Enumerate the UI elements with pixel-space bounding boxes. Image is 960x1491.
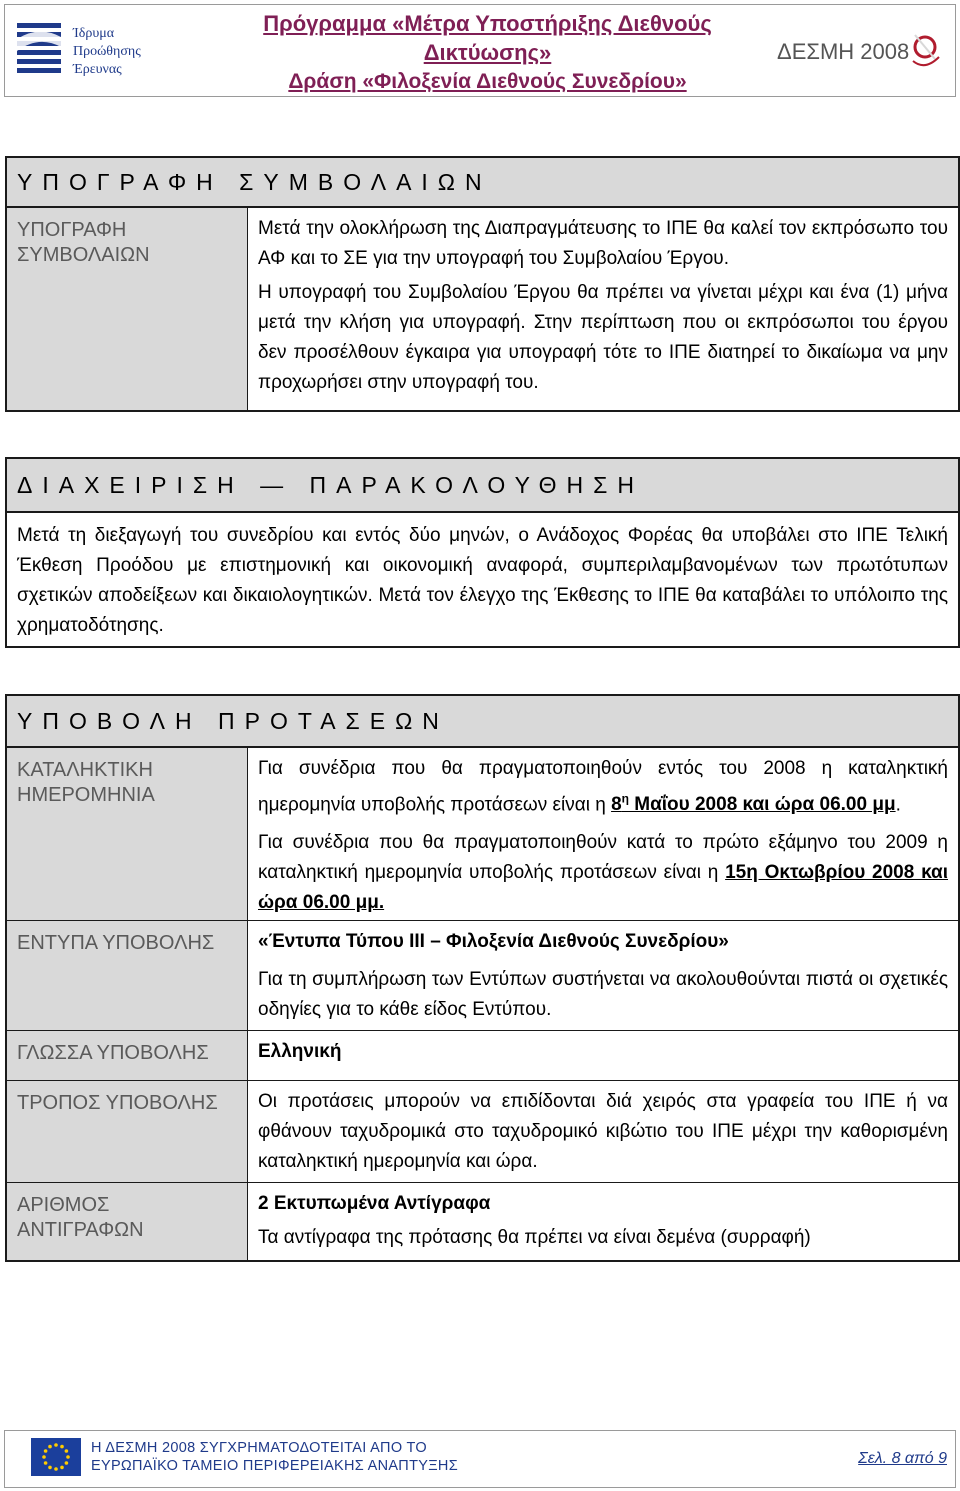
svg-text:Ίδρυμα: Ίδρυμα [73, 26, 115, 41]
submission-table [5, 694, 960, 1262]
action-title: Δράση «Φιλοξενία Διεθνούς Συνεδρίου» [288, 70, 687, 93]
copies-label: ΑΡΙΘΜΟΣ ΑΝΤΙΓΡΑΦΩΝ [7, 1183, 248, 1260]
signing-heading: ΥΠΟΓΡΑΦΗ ΣΥΜΒΟΛΑΙΩΝ [7, 158, 958, 208]
copies-row [7, 1182, 958, 1260]
method-content [248, 1081, 958, 1182]
footer-line-2: ΕΥΡΩΠΑΪΚΟ ΤΑΜΕΙΟ ΠΕΡΙΦΕΡΕΙΑΚΗΣ ΑΝΑΠΤΥΞΗΣ [91, 1458, 458, 1474]
language-value: Ελληνική [258, 1041, 342, 1062]
method-row [7, 1080, 958, 1182]
signing-paragraph-2: Η υπογραφή του Συμβολαίου Έργου θα πρέπει να γίνεται μέχρι και ένα (1) μήνα μετά την κλήση για υπογραφή. Στην περίπτωση που οι εκπρόσωποι του έργου δεν προσέλθουν έγκαιρα για υπογραφή τότε το ΙΠΕ διατηρεί το δικαίωμα να μην προχωρήσει στην υπογραφή του. [258, 282, 948, 393]
forms-body: Για τη συμπλήρωση των Εντύπων συστήνεται να ακολουθούνται πιστά οι σχετικές οδηγίες για το κάθε είδος Εντύπου. [258, 969, 948, 1020]
copies-body: Τα αντίγραφα της πρότασης θα πρέπει να είναι δεμένα (συρραφή) [258, 1227, 811, 1248]
forms-title: «Έντυπα Τύπου ΙΙΙ – Φιλοξενία Διεθνούς Συνεδρίου» [258, 931, 729, 952]
forms-content [248, 921, 958, 1030]
page-header [4, 4, 956, 97]
management-body: Μετά τη διεξαγωγή του συνεδρίου και εντός δύο μηνών, ο Ανάδοχος Φορέας θα υποβάλει στο ΙΠΕ Τελική Έκθεση Προόδου με επιστημονική και οικονομική αναφορά, συμπεριλαμβανομένων των πρωτότυπων σχετικών αποδείξεων και δικαιολογητικών. Μετά τον έλεγχο της Έκθεσης το ΙΠΕ θα καταβάλει το υπόλοιπο της χρηματοδότησης. [17, 525, 948, 636]
program-title: Πρόγραμμα «Μέτρα Υποστήριξης Διεθνούς Δικτύωσης» [263, 11, 712, 65]
desmi-2008-logo-icon [775, 27, 945, 79]
eu-flag-icon [31, 1438, 81, 1476]
header-titles [205, 9, 770, 97]
management-heading: ΔΙΑΧΕΙΡΙΣΗ — ΠΑΡΑΚΟΛΟΥΘΗΣΗ [7, 459, 958, 513]
deadline-date-2008: $8^\eta$ Μαΐου 2008 και ώρα 06.00 μμ [611, 792, 896, 816]
language-content [248, 1031, 958, 1080]
copies-content [248, 1183, 958, 1260]
footer-funding-text [91, 1439, 458, 1475]
page-number: Σελ. 8 από 9 [858, 1450, 947, 1467]
ipe-logo-icon [15, 17, 185, 87]
signing-paragraph-1: Μετά την ολοκλήρωση της Διαπραγμάτευσης το ΙΠΕ θα καλεί τον εκπρόσωπο του ΑΦ και το ΣΕ για την υπογραφή του Συμβολαίου Έργου. [258, 218, 948, 269]
signing-content [248, 208, 958, 410]
method-label: ΤΡΟΠΟΣ ΥΠΟΒΟΛΗΣ [7, 1081, 248, 1182]
deadline-paragraph-1: Για συνέδρια που θα πραγματοποιηθούν εντός του 2008 η καταληκτική ημερομηνία υποβολής προτάσεων είναι η $8^\eta$ Μαΐου 2008 και ώρα 06.00 μμ. [258, 758, 948, 816]
svg-text:Έρευνας: Έρευνας [73, 62, 122, 77]
svg-text:ΔΕΣΜΗ 2008: ΔΕΣΜΗ 2008 [777, 39, 910, 64]
submission-heading: ΥΠΟΒΟΛΗ ΠΡΟΤΑΣΕΩΝ [7, 696, 958, 748]
signing-table [5, 156, 960, 412]
page-footer [4, 1430, 956, 1488]
signing-label: ΥΠΟΓΡΑΦΗ ΣΥΜΒΟΛΑΙΩΝ [7, 208, 248, 410]
management-table [5, 457, 960, 648]
language-label: ΓΛΩΣΣΑ ΥΠΟΒΟΛΗΣ [7, 1031, 248, 1080]
method-value: Οι προτάσεις μπορούν να επιδίδονται διά χειρός στα γραφεία του ΙΠΕ ή να φθάνουν ταχυδρομικά στο ταχυδρομικό κιβώτιο του ΙΠΕ μέχρι την καθορισμένη καταληκτική ημερομηνία και ώρα. [258, 1091, 948, 1172]
language-row [7, 1030, 958, 1080]
deadline-label: ΚΑΤΑΛΗΚΤΙΚΗ ΗΜΕΡΟΜΗΝΙΑ [7, 748, 248, 920]
svg-text:Προώθησης: Προώθησης [73, 44, 141, 59]
signing-row [7, 208, 958, 410]
deadline-content [248, 748, 958, 920]
copies-title: 2 Εκτυπωμένα Αντίγραφα [258, 1193, 491, 1214]
deadline-date-2009: 15η Οκτωβρίου 2008 και ώρα 06.00 μμ. [258, 862, 949, 914]
footer-line-1: Η ΔΕΣΜΗ 2008 ΣΥΓΧΡΗΜΑΤΟΔΟΤΕΙΤΑΙ ΑΠΟ ΤΟ [91, 1440, 427, 1456]
deadline-paragraph-2: Για συνέδρια που θα πραγματοποιηθούν κατά το πρώτο εξάμηνο του 2009 η καταληκτική ημερομηνία υποβολής προτάσεων είναι η 15η Οκτωβρίου 2008 και ώρα 06.00 μμ. [258, 832, 949, 914]
forms-label: ΕΝΤΥΠΑ ΥΠΟΒΟΛΗΣ [7, 921, 248, 1030]
deadline-row [7, 748, 958, 920]
forms-row [7, 920, 958, 1030]
